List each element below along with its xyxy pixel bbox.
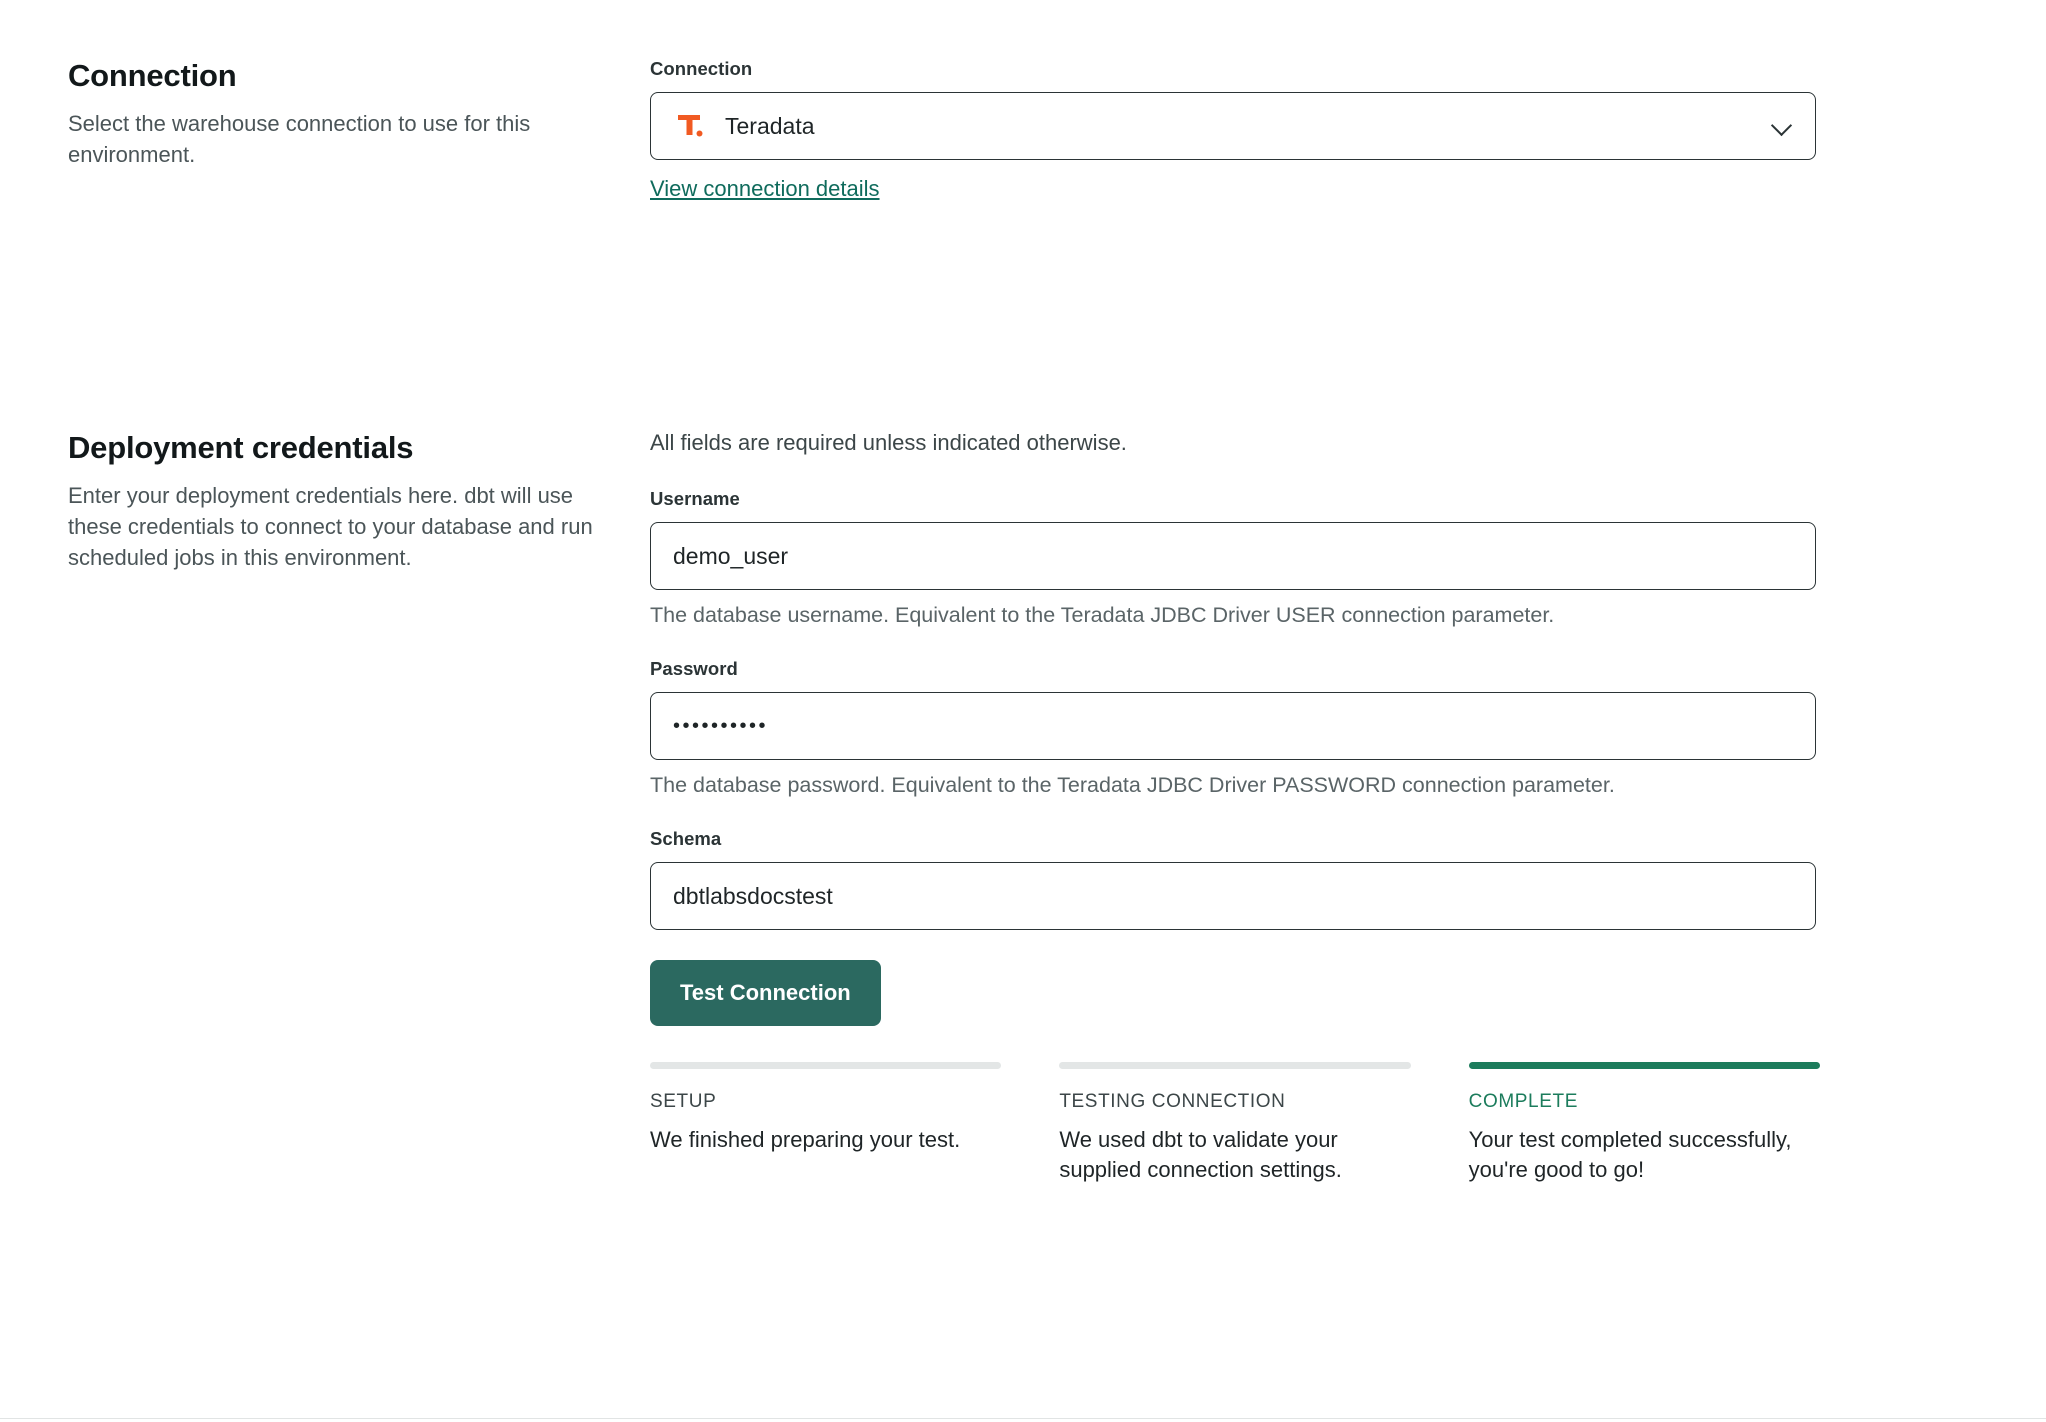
progress-step-complete-kicker: COMPLETE (1468, 1091, 1578, 1112)
username-input[interactable] (650, 522, 1816, 590)
progress-step-setup-kicker: SETUP (650, 1091, 717, 1112)
username-value: demo_user (673, 542, 789, 569)
credentials-section-description: Enter your deployment credentials here. dbt will use these credentials to connect to your database and run scheduled jobs in this environment. (68, 483, 593, 571)
connection-select[interactable] (650, 92, 1816, 160)
password-label: Password (650, 658, 738, 679)
view-connection-details-link[interactable]: View connection details (650, 176, 880, 201)
progress-step-complete (1469, 1062, 1820, 1186)
section-divider (0, 1418, 2046, 1419)
credentials-section-fields (650, 430, 1880, 1186)
chevron-down-icon (1771, 115, 1793, 137)
progress-step-complete-bar (1469, 1062, 1820, 1069)
schema-label: Schema (650, 828, 722, 849)
connection-section (0, 58, 1880, 202)
required-fields-note: All fields are required unless indicated otherwise. (650, 430, 1127, 455)
progress-step-testing-kicker: TESTING CONNECTION (1059, 1091, 1286, 1112)
connection-select-value-group (673, 109, 815, 143)
schema-value: dbtlabsdocstest (673, 882, 833, 909)
progress-step-setup-text: We finished preparing your test. (650, 1127, 961, 1152)
progress-step-testing-bar (1059, 1062, 1410, 1069)
progress-step-setup (650, 1062, 1001, 1186)
credentials-section-title: Deployment credentials (68, 430, 414, 465)
username-label: Username (650, 488, 740, 509)
teradata-logo-icon (673, 109, 707, 143)
progress-step-setup-bar (650, 1062, 1001, 1069)
connection-field-label: Connection (650, 58, 753, 79)
connection-section-title: Connection (68, 58, 237, 93)
password-value: •••••••••• (673, 714, 769, 737)
credentials-section-text (0, 430, 650, 1186)
deployment-credentials-section (0, 430, 1880, 1186)
password-input[interactable] (650, 692, 1816, 760)
password-helper-text: The database password. Equivalent to the Teradata JDBC Driver PASSWORD connection parameter. (650, 773, 1615, 797)
connection-section-description: Select the warehouse connection to use for this environment. (68, 111, 531, 168)
connection-section-fields (650, 58, 1880, 202)
progress-step-testing-text: We used dbt to validate your supplied connection settings. (1059, 1127, 1342, 1183)
progress-step-testing (1059, 1062, 1410, 1186)
connection-section-text (0, 58, 650, 202)
connection-selected-value: Teradata (725, 112, 815, 139)
schema-input[interactable] (650, 862, 1816, 930)
progress-step-complete-text: Your test completed successfully, you're good to go! (1468, 1127, 1792, 1183)
username-helper-text: The database username. Equivalent to the Teradata JDBC Driver USER connection parameter. (650, 603, 1555, 627)
connection-test-progress (650, 1062, 1820, 1186)
test-connection-button[interactable]: Test Connection (650, 960, 881, 1026)
